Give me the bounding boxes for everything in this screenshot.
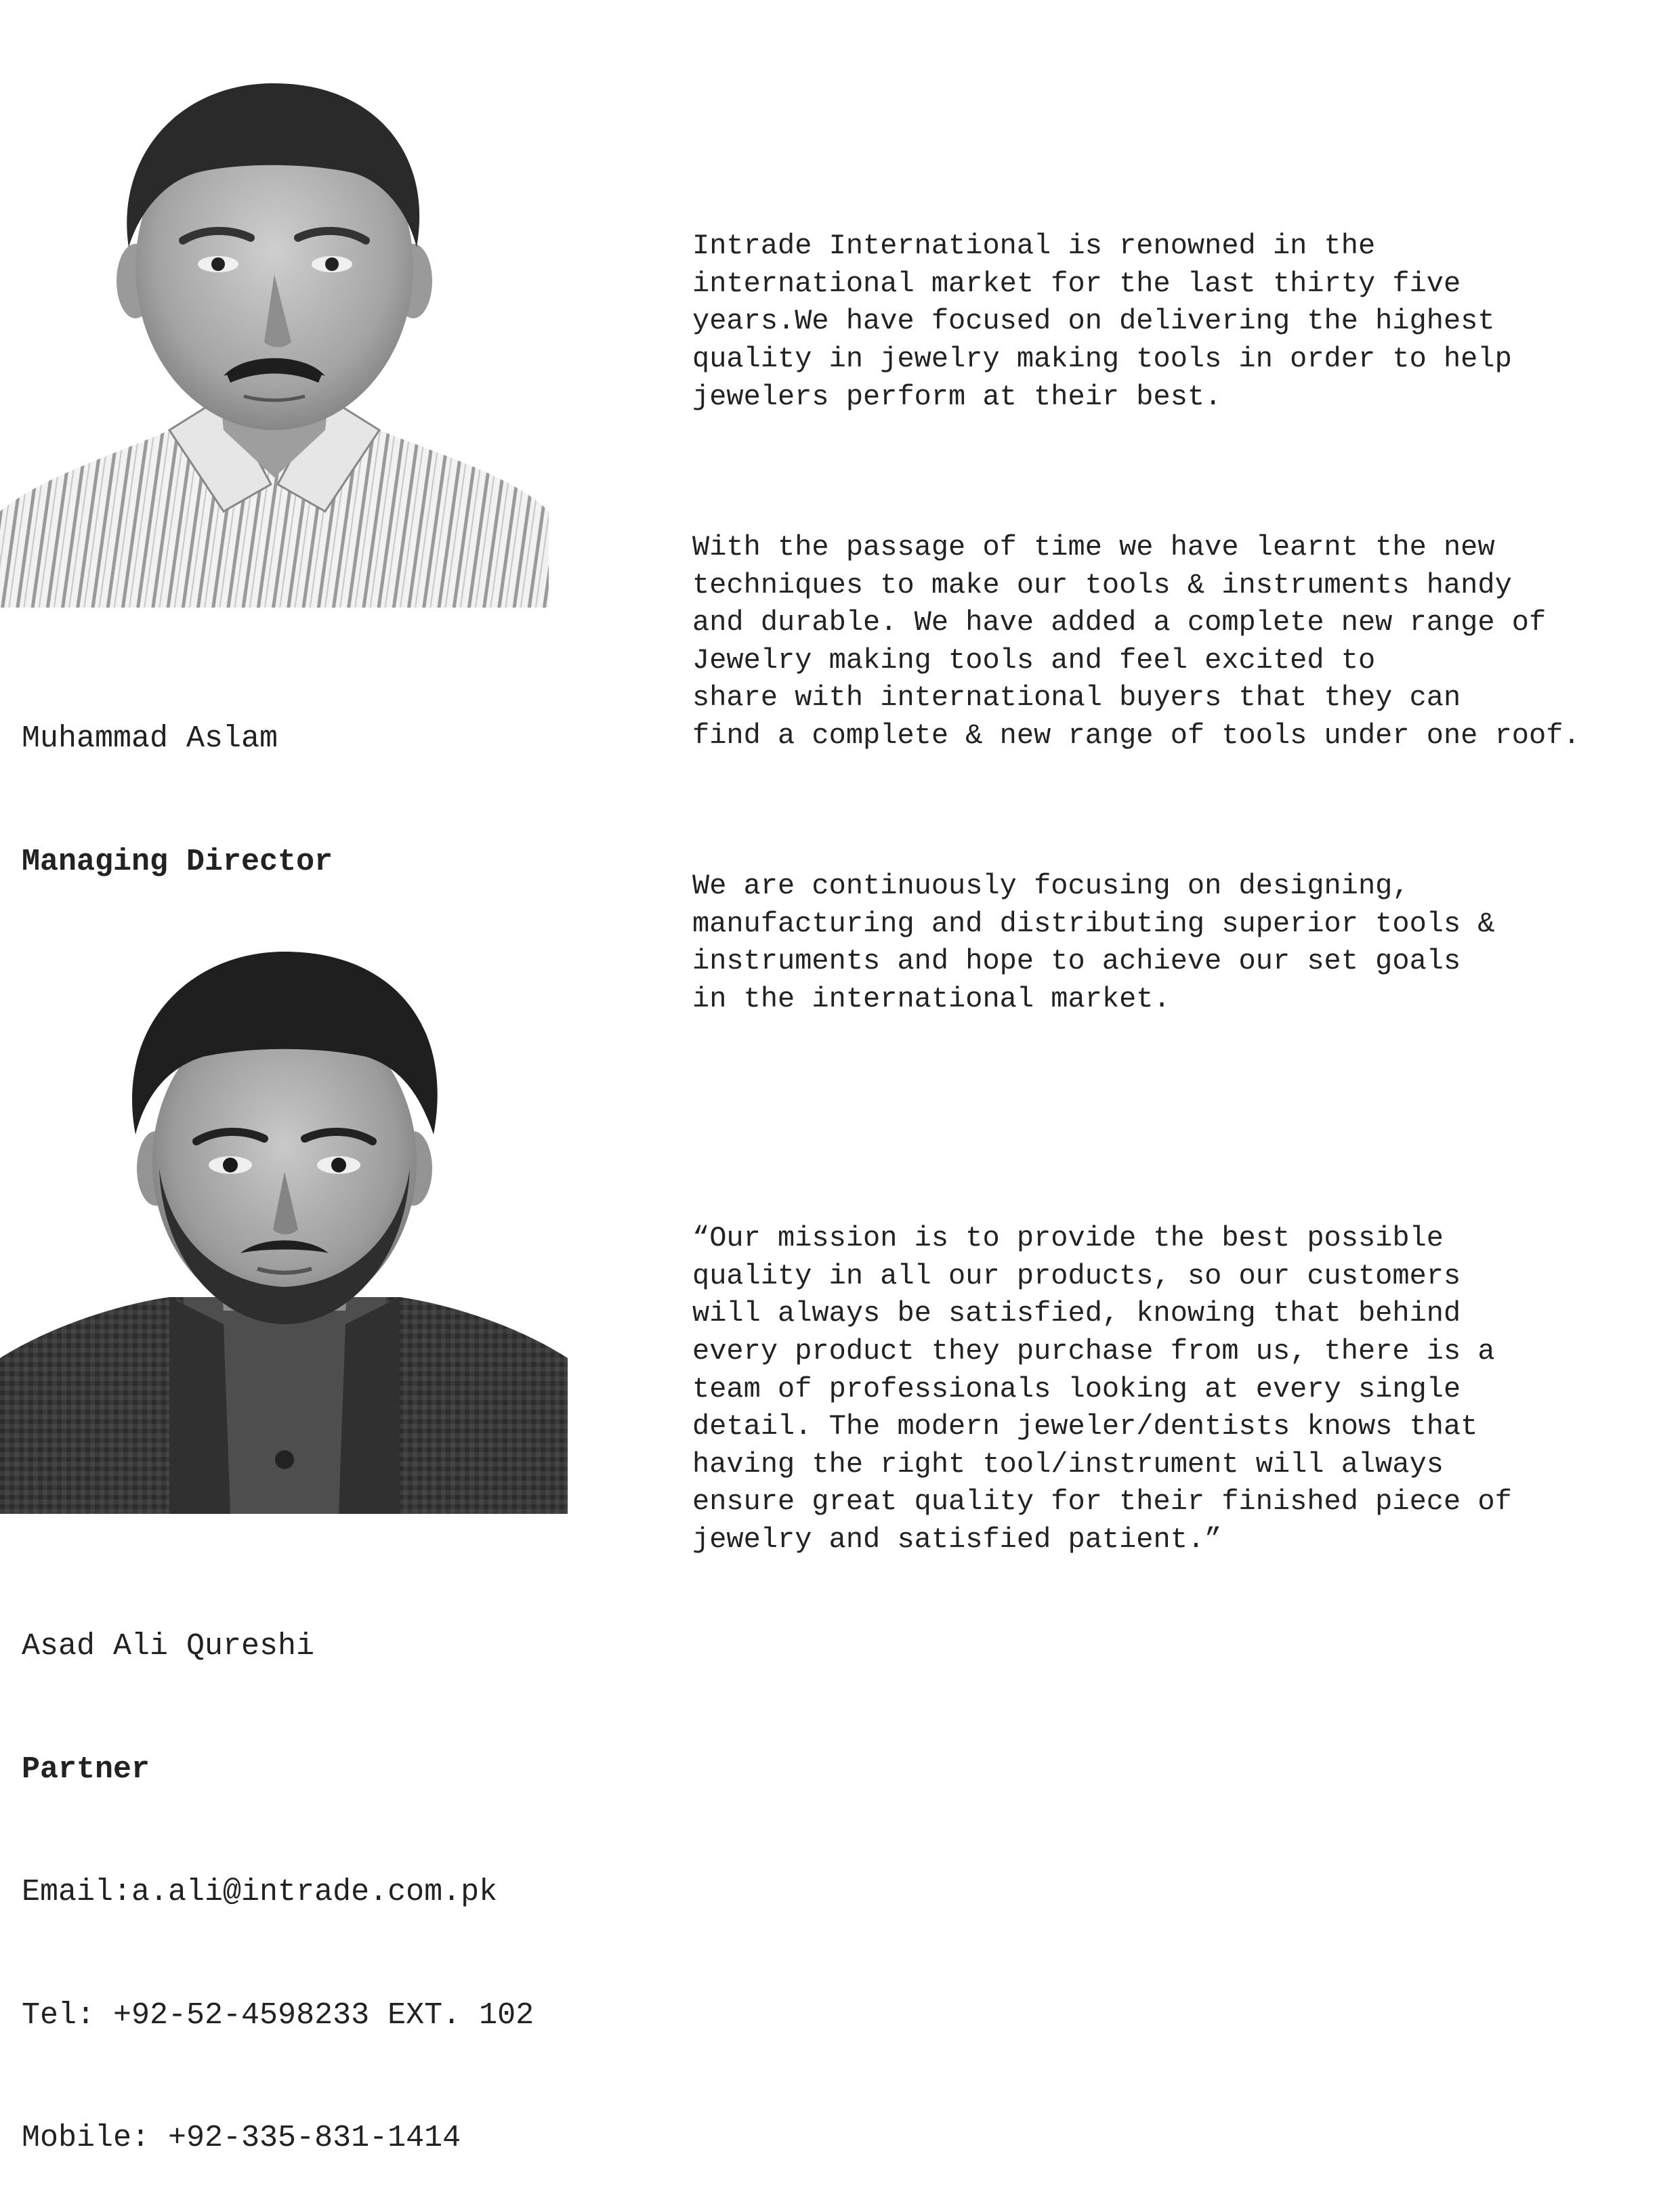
contact-card-partner <box>22 1544 534 2200</box>
person-name: Muhammad Aslam <box>22 721 278 756</box>
about-paragraph: With the passage of time we have learnt the new techniques to make our tools & instruments handy and durable. We have added a complete new range of Jewelry making tools and feel excited to share with international buyers that they can find a complete & new range of tools under one roof. <box>692 530 1580 752</box>
company-about-text <box>692 152 1580 1056</box>
portrait-illustration <box>0 78 549 608</box>
person-email[interactable]: Email:a.ali@intrade.com.pk <box>22 1875 498 1909</box>
person-name: Asad Ali Qureshi <box>22 1629 315 1664</box>
person-role: Partner <box>22 1752 150 1787</box>
mission-statement <box>692 1145 1512 1596</box>
portrait-illustration <box>0 945 568 1514</box>
portrait-photo-partner <box>0 945 568 1514</box>
person-mobile[interactable]: Mobile: +92-335-831-1414 <box>22 2121 461 2155</box>
mission-quote: “Our mission is to provide the best possible quality in all our products, so our customers will always be satisfied, knowing that behind every product they purchase from us, there is a team of professionals looking at every single detail. The modern jeweler/dentists knows that having the right tool/instrument will always ensure great quality for their finished piece of jewelry and satisfied patient.” <box>692 1222 1512 1556</box>
person-telephone[interactable]: Tel: +92-52-4598233 EXT. 102 <box>22 1997 534 2033</box>
person-role: Managing Director <box>22 844 333 879</box>
about-paragraph: Intrade International is renowned in the international market for the last thirty five years.We have focused on delivering the highest quality in jewelry making tools in order to help jewelers perform at their best. <box>692 230 1512 413</box>
portrait-photo-managing-director <box>0 78 549 608</box>
about-paragraph: We are continuously focusing on designing, manufacturing and distributing superior tools & instruments and hope to achieve our set goals in the international market. <box>692 870 1495 1016</box>
